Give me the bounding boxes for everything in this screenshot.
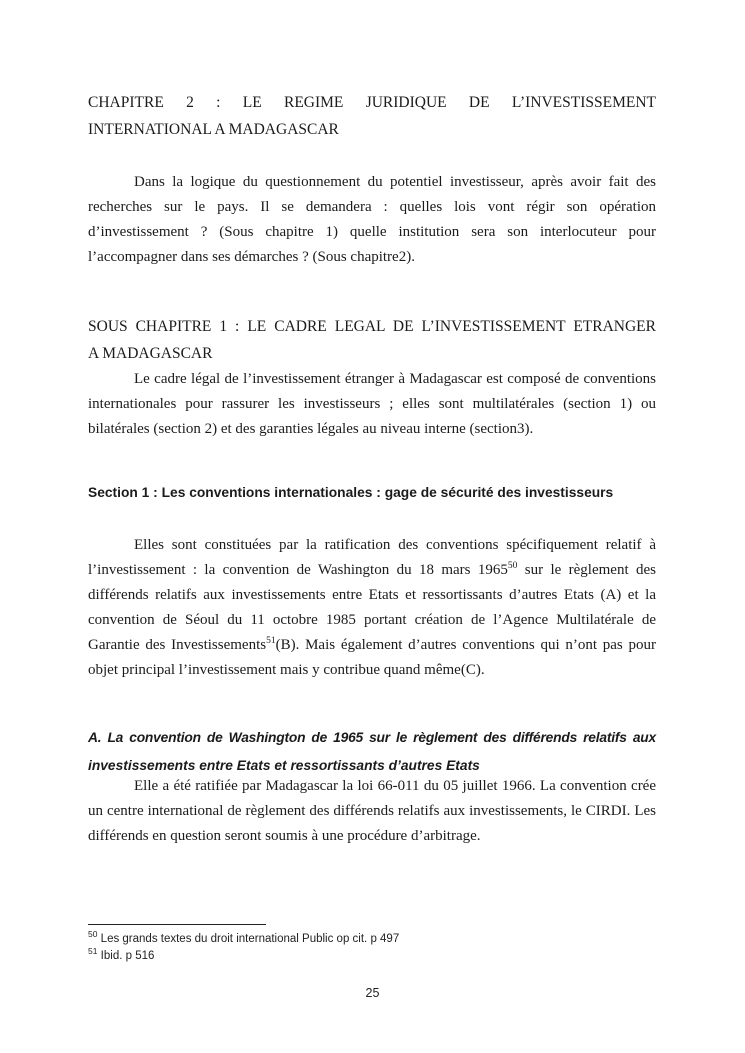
footnote-50 [88,931,656,948]
footnotes [88,931,656,965]
subchapter-paragraph: Le cadre légal de l’investissement étranger à Madagascar est composé de conventions internationales pour rassurer les investisseurs ; elles sont multilatérales (section 1) ou bilatérales (section 2) et des garanties légales au niveau interne (section3). [88,371,656,437]
footnote-ref-50: 50 [507,561,518,571]
chapter-title-line-1: CHAPITRE 2 : LE REGIME JURIDIQUE DE L’INVESTISSEMENT [88,94,656,111]
subchapter-title-line-1: SOUS CHAPITRE 1 : LE CADRE LEGAL DE L’INVESTISSEMENT ETRANGER [88,318,656,335]
page-number: 25 [365,986,380,1000]
heading-a-line-2: investissements entre Etats et ressortissants d’autres Etats [88,758,480,773]
footnote-51-marker: 51 [88,946,98,957]
section-1-paragraph-text: sur le règlement des différends relatifs aux investissements entre Etats et ressortissants d’autres Etats (A) et la convention de Séoul du 11 octobre 1985 portant création de l’Agence Multilatérale de Garantie des Investissements [88,562,656,653]
paragraph-a: Elle a été ratifiée par Madagascar la loi 66-011 du 05 juillet 1966. La convention crée un centre international de règlement des différends relatifs aux investissements, le CIRDI. Les différends en question seront soumis à une procédure d’arbitrage. [88,778,656,844]
section-1-paragraph-text: Elles sont constituées par la ratification des conventions spécifiquement relatif à l’investissement : la convention de Washington du 18 mars 1965 [88,537,656,578]
footnote-51-text: Ibid. p 516 [100,950,155,962]
subchapter-title [88,313,656,367]
section-1-paragraph [88,533,656,683]
subchapter-title-line-2: A MADAGASCAR [88,345,213,362]
heading-a [88,724,656,780]
heading-a-line-1: A. La convention de Washington de 1965 sur le règlement des différends relatifs aux [88,730,656,745]
footnote-50-text: Les grands textes du droit international Public op cit. p 497 [100,933,400,945]
chapter-title-line-2: INTERNATIONAL A MADAGASCAR [88,121,339,138]
footnote-51 [88,948,656,965]
footnote-ref-51: 51 [266,636,276,646]
footnote-50-marker: 50 [88,929,98,940]
footnote-separator [88,924,266,925]
intro-paragraph: Dans la logique du questionnement du potentiel investisseur, après avoir fait des recherches sur le pays. Il se demandera : quelles lois vont régir son opération d’investissement ? (Sous chapitre 1) quelle institution sera son interlocuteur pour l’accompagner dans ses démarches ? (Sous chapitre2). [88,174,656,265]
section-1-paragraph-text: (B). Mais également d’autres conventions qui n’ont pas pour objet principal l’investissement mais y contribue quand même(C). [88,637,656,678]
section-1-heading: Section 1 : Les conventions internationales : gage de sécurité des investisseurs [88,485,614,500]
chapter-title [88,89,656,143]
